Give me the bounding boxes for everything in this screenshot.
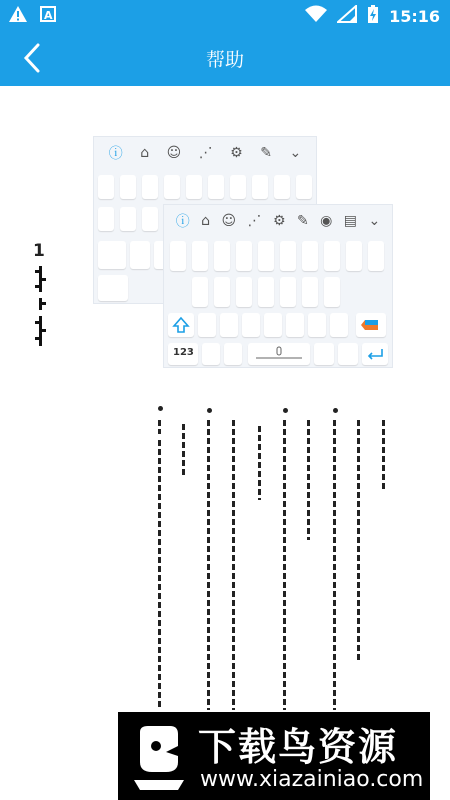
pen-icon: ✎ bbox=[296, 213, 309, 229]
key bbox=[346, 241, 362, 271]
share-icon: ⋰ bbox=[247, 213, 262, 229]
key bbox=[252, 175, 268, 199]
status-right bbox=[305, 4, 440, 28]
keyboard-toolbar-back bbox=[94, 137, 316, 169]
section-number: 1 bbox=[33, 241, 45, 261]
key bbox=[338, 343, 358, 365]
key bbox=[280, 241, 296, 271]
key bbox=[208, 175, 224, 199]
shift-arrow-icon bbox=[168, 313, 194, 337]
key bbox=[224, 343, 242, 365]
section-title-vertical-script bbox=[30, 266, 50, 346]
backspace-icon bbox=[356, 313, 386, 337]
page-title: 帮助 bbox=[205, 49, 244, 71]
smiley-icon: ☺ bbox=[221, 213, 237, 229]
keyboard-icon: ▤ bbox=[343, 213, 358, 229]
key bbox=[186, 175, 202, 199]
home-icon: ⌂ bbox=[140, 145, 150, 161]
key bbox=[120, 175, 136, 199]
key bbox=[230, 175, 246, 199]
vertical-text-line bbox=[232, 420, 235, 710]
key bbox=[236, 277, 252, 307]
key bbox=[368, 241, 384, 271]
watermark-title: 下载鸟资源 bbox=[198, 725, 399, 769]
chevron-down-icon: ⌄ bbox=[289, 145, 302, 161]
svg-text:A: A bbox=[44, 9, 53, 22]
vertical-text-line bbox=[283, 420, 286, 710]
watermark bbox=[118, 712, 430, 800]
microphone-icon bbox=[248, 343, 310, 365]
bird-logo-icon bbox=[126, 722, 192, 792]
help-content[interactable] bbox=[0, 86, 450, 800]
bullet bbox=[333, 408, 338, 413]
key bbox=[192, 241, 208, 271]
key bbox=[214, 277, 230, 307]
signal-icon bbox=[337, 5, 357, 27]
key bbox=[258, 277, 274, 307]
vertical-text-line bbox=[158, 440, 161, 710]
key bbox=[164, 175, 180, 199]
vertical-text-line bbox=[207, 420, 210, 710]
bullet bbox=[158, 406, 163, 411]
vertical-text-line bbox=[258, 426, 261, 500]
vertical-text-line bbox=[182, 424, 185, 478]
status-time: 15:16 bbox=[389, 6, 440, 26]
vertical-text-line bbox=[307, 420, 310, 540]
gear-icon: ⚙ bbox=[272, 213, 286, 229]
vertical-text-line bbox=[333, 420, 336, 710]
key bbox=[274, 175, 290, 199]
theme-icon: ◉ bbox=[320, 213, 333, 229]
shift-key bbox=[168, 313, 194, 337]
share-icon: ⋰ bbox=[198, 145, 213, 161]
vertical-text-line bbox=[382, 420, 385, 492]
info-icon: ⓘ bbox=[108, 146, 123, 162]
warning-icon bbox=[8, 5, 28, 27]
key bbox=[170, 241, 186, 271]
key bbox=[264, 313, 282, 337]
key bbox=[308, 313, 326, 337]
numeric-key bbox=[98, 275, 128, 301]
bullet bbox=[207, 408, 212, 413]
vertical-text-line bbox=[357, 420, 360, 660]
pen-icon: ✎ bbox=[260, 145, 272, 161]
backspace-key bbox=[356, 313, 386, 337]
key bbox=[302, 241, 318, 271]
key bbox=[202, 343, 220, 365]
smiley-icon: ☺ bbox=[166, 145, 182, 161]
chevron-down-icon: ⌄ bbox=[368, 213, 381, 229]
key bbox=[198, 313, 216, 337]
numeric-key: 123 bbox=[168, 343, 198, 365]
battery-charging-icon bbox=[367, 4, 379, 28]
key bbox=[192, 277, 208, 307]
key bbox=[324, 241, 340, 271]
key bbox=[242, 313, 260, 337]
vertical-text-line bbox=[158, 420, 161, 434]
key bbox=[142, 175, 158, 199]
key bbox=[302, 277, 318, 307]
shift-key bbox=[98, 241, 126, 269]
key bbox=[314, 343, 334, 365]
a-box-icon bbox=[40, 6, 56, 26]
key bbox=[120, 207, 136, 231]
gear-icon: ⚙ bbox=[230, 145, 243, 161]
key bbox=[214, 241, 230, 271]
status-left bbox=[8, 5, 56, 27]
key bbox=[324, 277, 340, 307]
key bbox=[330, 313, 348, 337]
keyboard-preview-front bbox=[163, 204, 393, 368]
key bbox=[296, 175, 312, 199]
key bbox=[236, 241, 252, 271]
app-bar bbox=[0, 30, 450, 86]
key bbox=[286, 313, 304, 337]
enter-icon bbox=[362, 343, 388, 365]
keyboard-toolbar-front bbox=[164, 205, 392, 237]
status-bar bbox=[0, 0, 450, 30]
key bbox=[220, 313, 238, 337]
key bbox=[98, 207, 114, 231]
key bbox=[98, 175, 114, 199]
key bbox=[142, 207, 158, 231]
key bbox=[280, 277, 296, 307]
enter-key bbox=[362, 343, 388, 365]
info-icon: ⓘ bbox=[175, 214, 190, 230]
bullet bbox=[283, 408, 288, 413]
home-icon: ⌂ bbox=[201, 213, 211, 229]
key bbox=[130, 241, 150, 269]
wifi-icon bbox=[305, 5, 327, 27]
space-key bbox=[248, 343, 310, 365]
watermark-url: www.xiazainiao.com bbox=[200, 767, 424, 792]
key bbox=[258, 241, 274, 271]
